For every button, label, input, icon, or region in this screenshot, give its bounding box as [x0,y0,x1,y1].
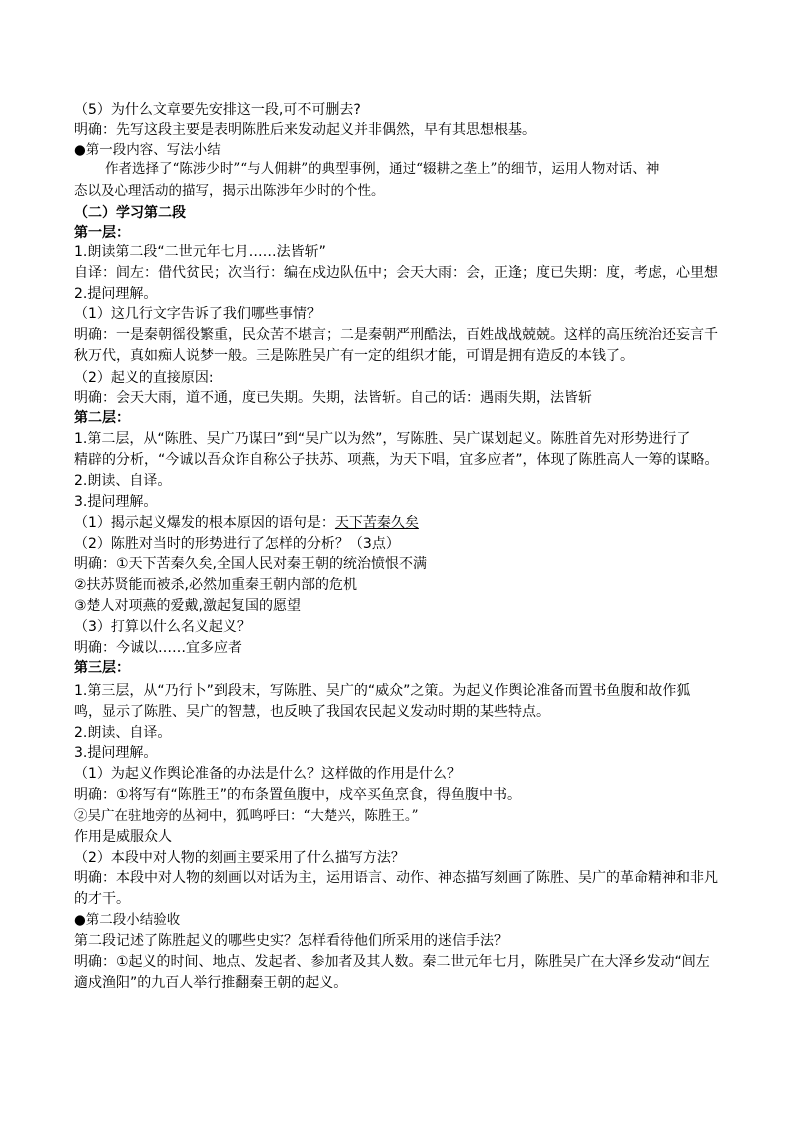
text-line: 鸣，显示了陈胜、吴广的智慧，也反映了我国农民起义发动时期的某些特点。 [74,704,550,720]
layer-heading: 第三层： [74,660,130,676]
layer-heading: 第一层： [74,225,130,241]
text-line: 1.第二层，从“陈胜、吴广乃谋曰”到“吴广以为然”，写陈胜、吴广谋划起义。陈胜首先对形势进行了 [74,431,691,447]
text-line: ②扶苏贤能而被杀,必然加重秦王朝内部的危机 [74,577,357,593]
text-line: （5）为什么文章要先安排这一段,可不可删去? [74,102,361,118]
text-line: 作者选择了“陈涉少时”“与人佣耕”的典型事例，通过“辍耕之垄上”的细节，运用人物对话、神 [105,161,660,177]
text-line: ③楚人对项燕的爱戴,激起复国的愿望 [74,598,302,614]
question-line: （1）为起义作舆论准备的办法是什么？这样做的作用是什么？ [74,766,461,782]
text-line: 作用是威服众人 [74,829,172,845]
section-heading: （二）学习第二段 [74,205,186,221]
question-line: 第二段记述了陈胜起义的哪些史实？怎样看待他们所采用的迷信手法？ [74,933,508,949]
text-line: 态以及心理活动的描写，揭示出陈涉年少时的个性。 [74,183,385,199]
text-line: 2.朗读、自译。 [74,725,172,741]
text-line: 明确：会天大雨，道不通，度已失期。失期，法皆斩。自己的话：遇雨失期，法皆斩 [74,390,592,406]
text-line: 適戍渔阳”的九百人举行推翻秦王朝的起义。 [74,975,348,991]
text-line: 明确：本段中对人物的刻画以对话为主，运用语言、动作、神态描写刻画了陈胜、吴广的革命精神和非凡 [74,870,718,886]
question-line: （1）这几行文字告诉了我们哪些事情？ [74,306,321,322]
question-line: （3）打算以什么名义起义？ [74,619,251,635]
text-line: 明确：先写这段主要是表明陈胜后来发动起义并非偶然，早有其思想根基。 [74,122,536,138]
text-line: 明确：①天下苦秦久矣,全国人民对秦王朝的统治愤恨不满 [74,556,427,572]
text-line: 明确：今诚以……宜多应者 [74,640,242,656]
text-line: 3.提问理解。 [74,745,158,761]
text-line: 明确：一是秦朝徭役繁重，民众苦不堪言；二是秦朝严刑酷法，百姓战战兢兢。这样的高压统治还妄言千 [74,327,718,343]
section-heading: ●第二段小结验收 [74,912,181,928]
text-line: 1.第三层，从“乃行卜”到段末，写陈胜、吴广的“威众”之策。为起义作舆论准备而置书鱼腹和故作狐 [74,683,691,699]
section-heading: ●第一段内容、写法小结 [74,142,221,158]
text-line: ②吴广在驻地旁的丛祠中，狐鸣呼曰：“大楚兴，陈胜王。” [74,808,419,824]
text-line: 2.提问理解。 [74,286,158,302]
question-text: （1）揭示起义爆发的根本原因的语句是： [74,515,335,531]
underlined-answer: 天下苦秦久矣 [334,515,419,531]
text-line: 1.朗读第二段“二世元年七月……法皆斩” [74,244,326,260]
text-line: 秋万代，真如痴人说梦一般。三是陈胜吴广有一定的组织才能，可谓是拥有造反的本钱了。 [74,348,634,364]
layer-heading: 第二层： [74,410,130,426]
question-line [74,514,419,533]
text-line: 明确：①将写有“陈胜王”的布条置鱼腹中，戍卒买鱼烹食，得鱼腹中书。 [74,787,522,803]
question-line: （2）起义的直接原因: [74,370,214,386]
text-line: 3.提问理解。 [74,494,158,510]
text-line: 自译：闾左：借代贫民；次当行：编在戍边队伍中；会天大雨：会，正逢；度已失期：度，考虑，心里想 [74,265,718,281]
text-line: 的才干。 [74,891,130,907]
text-line: 明确：①起义的时间、地点、发起者、参加者及其人数。秦二世元年七月，陈胜吴广在大泽乡发动“闾左 [74,954,710,970]
text-line: 精辟的分析，“今诚以吾众诈自称公子扶苏、项燕，为天下唱，宜多应者”，体现了陈胜高人一筹的谋略。 [74,452,719,468]
question-line: （2）本段中对人物的刻画主要采用了什么描写方法？ [74,850,405,866]
question-line: （2）陈胜对当时的形势进行了怎样的分析？（3点） [74,536,400,552]
text-line: 2.朗读、自译。 [74,473,172,489]
